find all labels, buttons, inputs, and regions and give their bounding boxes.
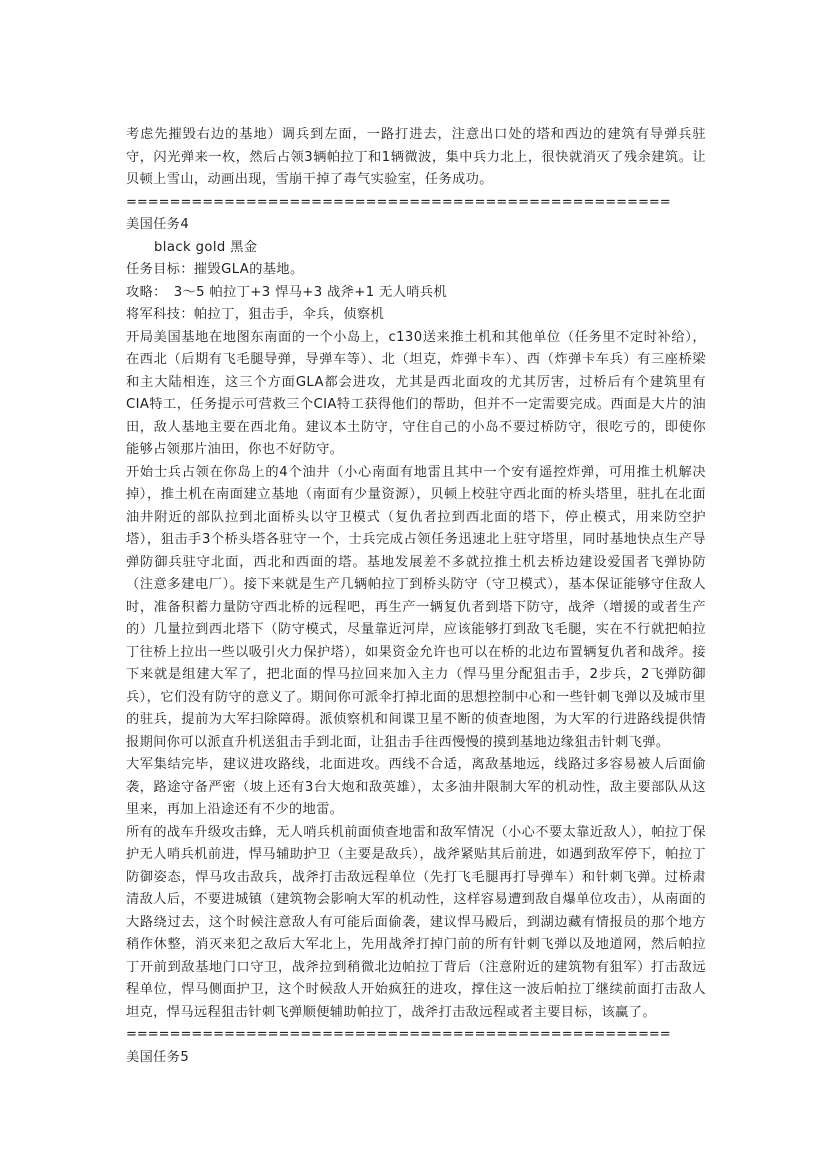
body-paragraph: 开始士兵占领在你岛上的4个油井（小心南面有地雷且其中一个安有遥控炸弹，可用推土机解决掉），推土机在南面建立基地（南面有少量资源），贝顿上校驻守西北面的桥头塔里，驻扎在北面油井附近的部队拉到北面桥头以守卫模式（复仇者拉到西北面的塔下，停止模式，用来防空护塔），狙击手3个桥头塔各驻守一个，士兵完成占领任务迅速北上驻守塔里，同时基地快点生产导弹防御兵驻守北面，西北和西面的塔。基地发展差不多就拉推土机去桥边建设爱国者飞弹协防（注意多建电厂）。接下来就是生产几辆帕拉丁到桥头防守（守卫模式），基本保证能够守住敌人时，准备积蓄力量防守西北桥的远程吧，再生产一辆复仇者到塔下防守，战斧（增援的或者生产的）几量拉到西北塔下（防守模式，尽量靠近河岸，应该能够打到敌飞毛腿，实在不行就把帕拉丁往桥上拉出一些以吸引火力保护塔），如果资金允许也可以在桥的北边布置辆复仇者和战斧。接下来就是组建大军了，把北面的悍马拉回来加入主力（悍马里分配狙击手，2步兵，2飞弹防御兵），它们没有防守的意义了。期间你可派伞打掉北面的思想控制中心和一些针刺飞弹以及城市里的驻兵，提前为大军扫除障碍。派侦察机和间谍卫星不断的侦查地图，为大军的行进路线提供情报期间你可以派直升机送狙击手到北面，让狙击手往西慢慢的摸到基地边缘狙击针刺飞弹。 — [126, 464, 706, 750]
mission-general-tech: 将军科技：帕拉丁，狙击手，伞兵，侦察机 — [126, 307, 385, 322]
section-separator: ================================================== — [126, 1027, 671, 1042]
mission-objective: 任务目标：摧毁GLA的基地。 — [126, 262, 304, 277]
body-paragraph: 开局美国基地在地图东南面的一个小岛上，c130送来推土机和其他单位（任务里不定时补给），在西北（后期有飞毛腿导弹，导弹车等）、北（坦克，炸弹卡车）、西（炸弹卡车兵）有三座桥梁和主大陆相连，这三个方面GLA都会进攻，尤其是西北面攻的尤其厉害，过桥后有个建筑里有CIA特工，任务提示可营救三个CIA特工获得他们的帮助，但并不一定需要完成。西面是大片的油田，敌人基地主要在西北角。建议本土防守，守住自己的小岛不要过桥防守，很吃亏的，即使你能够占领那片油田，你也不好防守。 — [126, 329, 706, 457]
mission-heading: 美国任务4 — [126, 217, 190, 232]
intro-paragraph: 考虑先摧毁右边的基地）调兵到左面，一路打进去，注意出口处的塔和西边的建筑有导弹兵驻守，闪光弹来一枚，然后占领3辆帕拉丁和1辆微波，集中兵力北上，很快就消灭了残余建筑。让贝顿上雪山，动画出现，雪崩干掉了毒气实验室，任务成功。 — [126, 127, 706, 187]
body-paragraph: 大军集结完毕，建议进攻路线，北面进攻。西线不合适，离敌基地远，线路过多容易被人后面偷袭，路途守备严密（坡上还有3台大炮和敌英雄），太多油井限制大军的机动性，敌主要部队从这里来，再加上沿途还有不少的地雷。 — [126, 757, 706, 817]
mission-subtitle: black gold 黑金 — [154, 239, 258, 255]
section-separator: ================================================== — [126, 194, 671, 210]
document-page — [126, 124, 706, 1069]
next-mission-heading: 美国任务5 — [126, 1049, 190, 1065]
mission-strategy: 攻略： 3～5 帕拉丁+3 悍马+3 战斧+1 无人哨兵机 — [126, 284, 448, 300]
body-paragraph: 所有的战车升级攻击蜂，无人哨兵机前面侦查地雷和敌军情况（小心不要太靠近敌人），帕拉丁保护无人哨兵机前进，悍马辅助护卫（主要是敌兵），战斧紧贴其后前进，如遇到敌军停下，帕拉丁防御姿态，悍马攻击敌兵，战斧打击敌远程单位（先打飞毛腿再打导弹车）和针刺飞弹。过桥肃清敌人后，不要进城镇（建筑物会影响大军的机动性，这样容易遭到敌自爆单位攻击），从南面的大路绕过去，这个时候注意敌人有可能后面偷袭，建议悍马殿后，到湖边藏有情报员的那个地方稍作休整，消灭来犯之敌后大军北上，先用战斧打掉门前的所有针刺飞弹以及地道网，然后帕拉丁开前到敌基地门口守卫，战斧拉到稍微北边帕拉丁背后（注意附近的建筑物有狙军）打击敌远程单位，悍马侧面护卫，这个时候敌人开始疯狂的进攻，撑住这一波后帕拉丁继续前面打击敌人坦克，悍马远程狙击针刺飞弹顺便辅助帕拉丁，战斧打击敌远程或者主要目标，该赢了。 — [126, 824, 706, 1020]
